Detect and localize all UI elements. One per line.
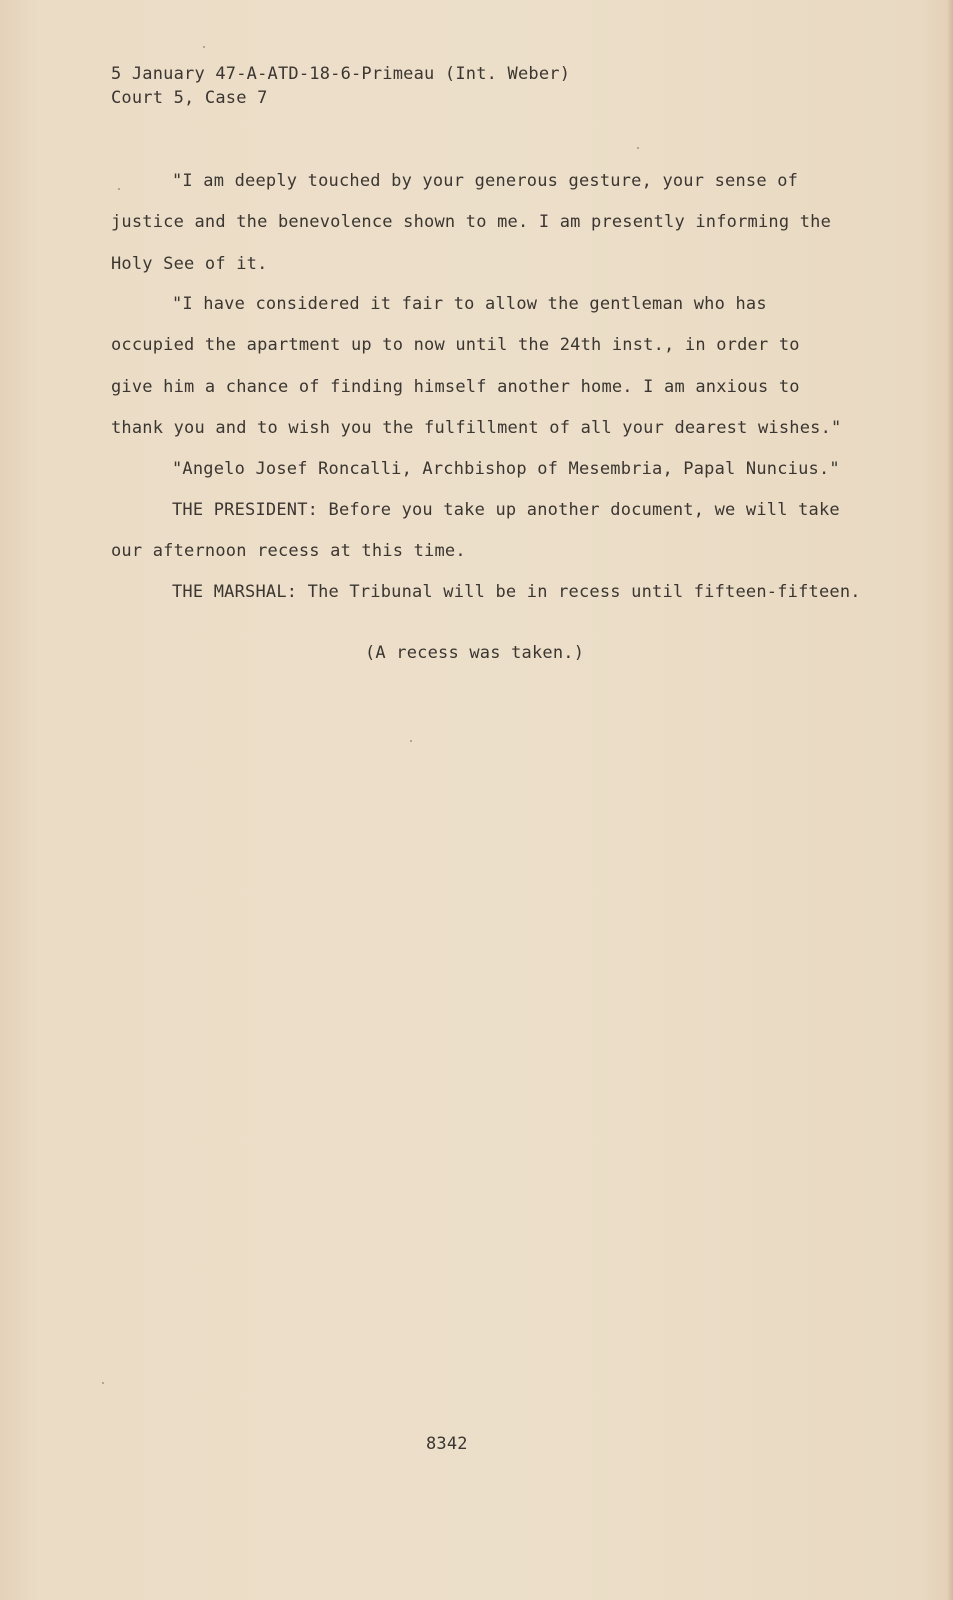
recess-note: (A recess was taken.) — [365, 643, 585, 663]
paragraph-1-line-1: "I am deeply touched by your generous gesture, your sense of — [172, 171, 799, 191]
paragraph-1-line-2: justice and the benevolence shown to me. I am presently informing the — [111, 212, 832, 232]
page-number: 8342 — [426, 1434, 468, 1454]
paragraph-2-line-3: give him a chance of finding himself another home. I am anxious to — [111, 377, 800, 397]
signature-line: "Angelo Josef Roncalli, Archbishop of Mesembria, Papal Nuncius." — [172, 459, 840, 479]
paragraph-2-line-1: "I have considered it fair to allow the gentleman who has — [172, 294, 767, 314]
marshal-line: THE MARSHAL: The Tribunal will be in recess until fifteen-fifteen. — [172, 582, 861, 602]
paper-speck — [118, 188, 120, 190]
paragraph-1-line-3: Holy See of it. — [111, 254, 268, 274]
paragraph-2-line-2: occupied the apartment up to now until the 24th inst., in order to — [111, 335, 800, 355]
paper-speck — [410, 740, 412, 742]
paper-speck — [203, 46, 205, 48]
paragraph-2-line-4: thank you and to wish you the fulfillment of all your dearest wishes." — [111, 418, 842, 438]
paper-speck — [102, 1382, 104, 1384]
president-line-2: our afternoon recess at this time. — [111, 541, 466, 561]
president-line-1: THE PRESIDENT: Before you take up another document, we will take — [172, 500, 840, 520]
paper-speck — [637, 147, 639, 149]
header-court-line: Court 5, Case 7 — [111, 88, 268, 108]
paper-edge-shadow — [947, 0, 953, 1600]
header-case-line: 5 January 47-A-ATD-18-6-Primeau (Int. Weber) — [111, 64, 571, 84]
